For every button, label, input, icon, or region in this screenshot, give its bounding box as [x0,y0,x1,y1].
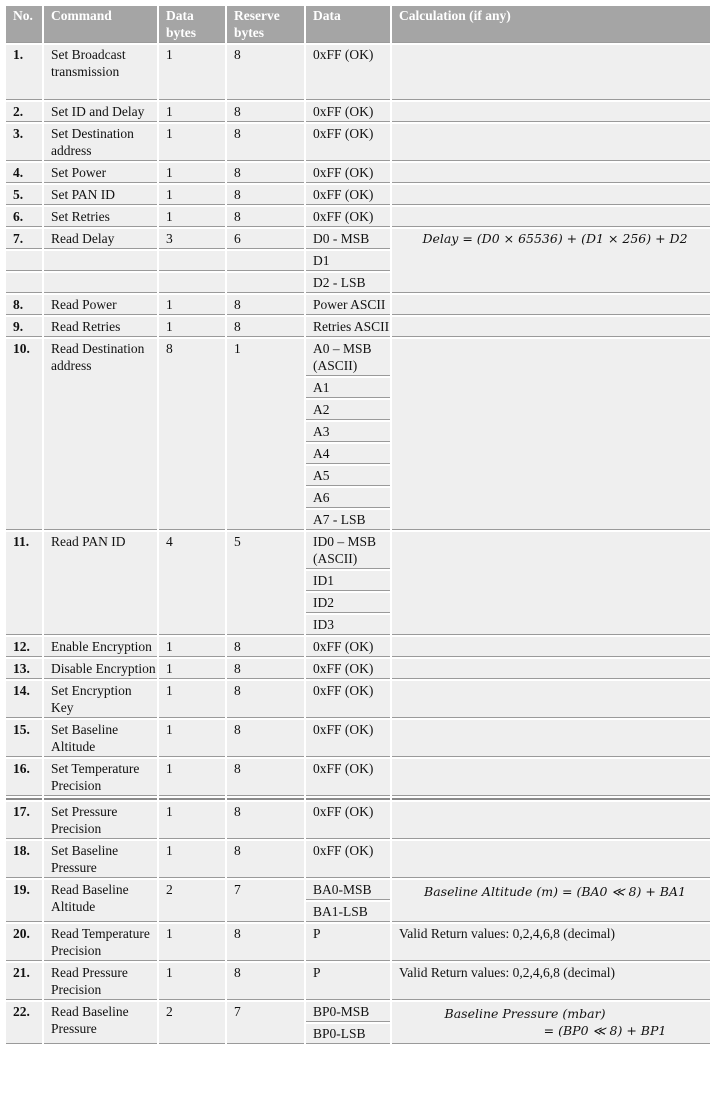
row-number: 21. [6,963,42,1000]
row-number: 3. [6,124,42,161]
row-number: 19. [6,880,42,922]
row-command: Set Baseline Pressure [44,841,157,878]
row-command: Enable Encryption [44,637,157,657]
row-command: Read Baseline Altitude [44,880,157,922]
row-data: 0xFF (OK) [306,720,390,757]
row-calculation [392,880,710,922]
row-data-bytes: 1 [159,163,225,183]
row-data: D2 - LSB [306,273,390,293]
row-data: A4 [306,444,390,464]
row-data-bytes: 1 [159,681,225,718]
divider-cell [159,798,225,800]
empty-cell [159,273,225,293]
row-command: Read Baseline Pressure [44,1002,157,1044]
row-number: 22. [6,1002,42,1044]
table-row [6,637,710,657]
row-calculation [392,759,710,796]
empty-cell [227,273,304,293]
table-row [6,681,710,718]
row-calculation [392,339,710,530]
row-data-bytes: 1 [159,185,225,205]
row-calculation: Valid Return values: 0,2,4,6,8 (decimal) [392,963,710,1000]
row-reserve-bytes: 8 [227,659,304,679]
row-number: 14. [6,681,42,718]
row-reserve-bytes: 5 [227,532,304,635]
divider-cell [306,798,390,800]
row-data: BA1-LSB [306,902,390,922]
header-calculation: Calculation (if any) [392,6,710,43]
row-command: Read Pressure Precision [44,963,157,1000]
row-data-bytes: 2 [159,1002,225,1044]
row-calculation [392,681,710,718]
row-calculation [392,802,710,839]
row-data-bytes: 1 [159,295,225,315]
row-data-bytes: 1 [159,45,225,100]
header-no: No. [6,6,42,43]
row-calculation [392,124,710,161]
row-data-bytes: 8 [159,339,225,530]
row-data-bytes: 1 [159,317,225,337]
row-data: Retries ASCII [306,317,390,337]
row-calculation [392,637,710,657]
header-command: Command [44,6,157,43]
row-number: 4. [6,163,42,183]
row-data-bytes: 1 [159,963,225,1000]
row-number: 18. [6,841,42,878]
row-reserve-bytes: 7 [227,1002,304,1044]
row-data: ID1 [306,571,390,591]
row-data-bytes: 4 [159,532,225,635]
row-command: Read Power [44,295,157,315]
row-data: 0xFF (OK) [306,124,390,161]
row-data-bytes: 1 [159,720,225,757]
row-calculation [392,317,710,337]
row-calculation [392,1002,710,1044]
table-row [6,295,710,315]
row-calculation [392,841,710,878]
row-number: 5. [6,185,42,205]
table-row [6,532,710,569]
row-data: P [306,963,390,1000]
row-calculation [392,720,710,757]
row-data: 0xFF (OK) [306,207,390,227]
row-data-bytes: 1 [159,102,225,122]
command-table-wrapper [4,4,699,1046]
row-data: A6 [306,488,390,508]
row-data: P [306,924,390,961]
row-reserve-bytes: 8 [227,317,304,337]
table-row [6,102,710,122]
row-calculation [392,185,710,205]
row-data: 0xFF (OK) [306,185,390,205]
table-row [6,1002,710,1022]
row-calculation [392,163,710,183]
row-data: 0xFF (OK) [306,759,390,796]
row-command: Read Retries [44,317,157,337]
row-data: A7 - LSB [306,510,390,530]
table-row [6,317,710,337]
row-number: 15. [6,720,42,757]
row-number: 20. [6,924,42,961]
row-data: 0xFF (OK) [306,681,390,718]
row-data: 0xFF (OK) [306,659,390,679]
row-reserve-bytes: 8 [227,759,304,796]
row-reserve-bytes: 1 [227,339,304,530]
header-data-bytes: Data bytes [159,6,225,43]
row-data: A1 [306,378,390,398]
row-number: 7. [6,229,42,249]
baseline-pressure-formula-lhs: Baseline Pressure (mbar) [444,1006,606,1021]
row-calculation [392,45,710,100]
row-data: BP0-LSB [306,1024,390,1044]
row-data-bytes: 1 [159,637,225,657]
row-data: 0xFF (OK) [306,163,390,183]
empty-cell [6,251,42,271]
table-row [6,45,710,100]
command-table [4,4,710,1046]
row-data: Power ASCII [306,295,390,315]
row-data: A2 [306,400,390,420]
row-data: ID2 [306,593,390,613]
row-command: Set Encryption Key [44,681,157,718]
row-number: 1. [6,45,42,100]
divider-cell [6,798,42,800]
row-reserve-bytes: 8 [227,124,304,161]
row-data: A5 [306,466,390,486]
table-row [6,880,710,900]
row-data-bytes: 1 [159,924,225,961]
empty-cell [159,251,225,271]
row-data-bytes: 1 [159,207,225,227]
row-data: ID0 – MSB (ASCII) [306,532,390,569]
empty-cell [6,273,42,293]
row-data: A0 – MSB (ASCII) [306,339,390,376]
table-row [6,720,710,757]
row-data-bytes: 1 [159,124,225,161]
row-command: Set PAN ID [44,185,157,205]
baseline-altitude-formula: Baseline Altitude (m) = (BA0 ≪ 8) + BA1 [424,884,686,899]
row-number: 6. [6,207,42,227]
row-data: D0 - MSB [306,229,390,249]
row-command: Set Broadcast transmission [44,45,157,100]
row-calculation [392,207,710,227]
row-data: A3 [306,422,390,442]
row-reserve-bytes: 8 [227,163,304,183]
row-calculation [392,229,710,293]
row-number: 16. [6,759,42,796]
row-reserve-bytes: 8 [227,841,304,878]
row-reserve-bytes: 7 [227,880,304,922]
table-row [6,963,710,1000]
row-data-bytes: 2 [159,880,225,922]
divider-cell [392,798,710,800]
divider-cell [44,798,157,800]
row-command: Read Temperature Precision [44,924,157,961]
row-data: BP0-MSB [306,1002,390,1022]
row-reserve-bytes: 8 [227,802,304,839]
row-command: Set ID and Delay [44,102,157,122]
row-number: 12. [6,637,42,657]
divider-cell [227,798,304,800]
row-number: 8. [6,295,42,315]
row-data: 0xFF (OK) [306,637,390,657]
table-header-row [6,6,710,43]
row-data-bytes: 1 [159,659,225,679]
table-row [6,163,710,183]
row-calculation [392,295,710,315]
table-row [6,207,710,227]
header-reserve-bytes: Reserve bytes [227,6,304,43]
row-reserve-bytes: 8 [227,185,304,205]
table-row [6,659,710,679]
row-command: Set Power [44,163,157,183]
baseline-pressure-formula-rhs: = (BP0 ≪ 8) + BP1 [543,1023,667,1038]
row-calculation [392,659,710,679]
row-data-bytes: 1 [159,841,225,878]
row-command: Set Destination address [44,124,157,161]
row-reserve-bytes: 8 [227,102,304,122]
row-data: 0xFF (OK) [306,102,390,122]
row-reserve-bytes: 8 [227,637,304,657]
row-number: 17. [6,802,42,839]
header-data: Data [306,6,390,43]
row-reserve-bytes: 8 [227,45,304,100]
row-data: 0xFF (OK) [306,841,390,878]
row-calculation [392,102,710,122]
row-data: BA0-MSB [306,880,390,900]
row-reserve-bytes: 8 [227,963,304,1000]
row-command: Read Destination address [44,339,157,530]
row-command: Set Temperature Precision [44,759,157,796]
table-row [6,841,710,878]
table-row [6,124,710,161]
empty-cell [227,251,304,271]
empty-cell [44,251,157,271]
row-command: Read Delay [44,229,157,249]
row-calculation: Valid Return values: 0,2,4,6,8 (decimal) [392,924,710,961]
row-number: 2. [6,102,42,122]
row-reserve-bytes: 8 [227,924,304,961]
row-number: 13. [6,659,42,679]
table-row [6,229,710,249]
row-data: 0xFF (OK) [306,802,390,839]
row-data: ID3 [306,615,390,635]
row-data-bytes: 1 [159,802,225,839]
row-reserve-bytes: 8 [227,681,304,718]
row-number: 10. [6,339,42,530]
row-command: Set Pressure Precision [44,802,157,839]
row-command: Read PAN ID [44,532,157,635]
table-row [6,924,710,961]
row-data-bytes: 1 [159,759,225,796]
row-data: 0xFF (OK) [306,45,390,100]
section-divider [6,798,710,800]
row-number: 9. [6,317,42,337]
table-row [6,759,710,796]
row-reserve-bytes: 6 [227,229,304,249]
row-reserve-bytes: 8 [227,207,304,227]
row-command: Set Baseline Altitude [44,720,157,757]
delay-formula: Delay = (D0 × 65536) + (D1 × 256) + D2 [422,231,688,246]
table-row [6,185,710,205]
table-row [6,339,710,376]
row-command: Set Retries [44,207,157,227]
table-row [6,802,710,839]
row-number: 11. [6,532,42,635]
row-command: Disable Encryption [44,659,157,679]
row-reserve-bytes: 8 [227,295,304,315]
row-data: D1 [306,251,390,271]
empty-cell [44,273,157,293]
row-reserve-bytes: 8 [227,720,304,757]
row-data-bytes: 3 [159,229,225,249]
row-calculation [392,532,710,635]
